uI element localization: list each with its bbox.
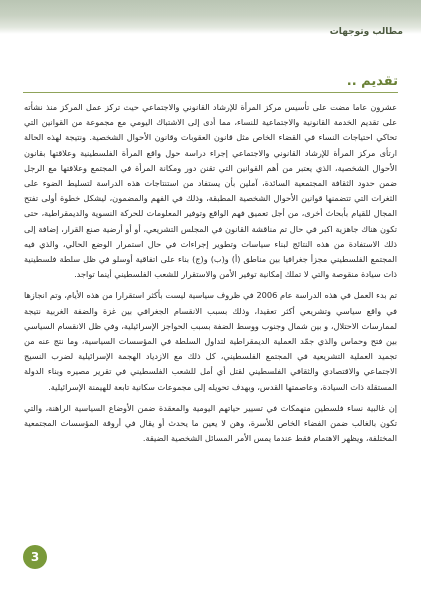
paragraph-1: عشرون عاما مضت على تأسيس مركز المرأة للإرشاد القانوني والاجتماعي حيث تركز عمل المركز منذ نشأته على تقديم الخدمة القانونية والاجتماعية للنساء، مما أدى إلى الاشتباك اليومي مع مجموعة من القوانين التي تحاكي احتياجات النساء في القضاء الخاص مثل قانون العقوبات وقانون الأحوال الشخصية. ونتيجة لهذه الحالة ارتأى مركز المرأة للإرشاد القانوني والاجتماعي إجراء دراسة حول واقع المرأة الفلسطينية وعلاقتها بقانون الأحوال الشخصية، الذي يعتبر من أهم القوانين التي تقنن دور ومكانة المرأة في المجتمع وعلاقتها مع الرجل ضمن حدود الثقافة المجتمعية السائدة، آملين بأن يستفاد من استنتاجات هذه الدراسة لتسليط الضوء على الثغرات التي تتضمنها قوانين الأحوال الشخصية المطبقة، وذلك في الفهم والمضمون، ليشكل خطوة أولى تفتح المجال للقيام بأبحاث أخرى، من أجل تعميق فهم الواقع وتوفير المعلومات للحركة النسوية والديمقراطية، حتى تكون هناك جاهزية اكبر في حال تم مناقشة القانون في المجلس التشريعي، أو أو أرضية صنع القرار، إضافة إلى ذلك الاستفادة من هذه النتائج لبناء سياسات وتطوير إجراءات في حال استمرار الوضع الحالي، والذي فيه المجتمع الفلسطيني مجزأ جغرافيا بين مناطق (أ) و(ب) و(ج) بناء على اتفاقية أوسلو في ظل سلطة فلسطينية ذات سيادة منقوصة والتي لا تملك إمكانية توفير الأمن والاستقرار للشعب الفلسطيني أينما تواجد. (24, 102, 397, 280)
paragraph-2: تم بدء العمل في هذه الدراسة عام 2006 في ظروف سياسية ليست بأكثر استقرارا من هذه الأيام، وتم انجازها في واقع سياسي وتشريعي أكثر تعقيدا، وذلك بسبب الانقسام الجغرافي بين غزة والضفة الغربية نتيجة لممارسات الاحتلال، و بين شمال وجنوب ووسط الضفة بسبب الحواجز الإسرائيلية، وفي ظل الانقسام السياسي بين فتح وحماس والذي جمّد العملية الديمقراطية لتداول السلطة في المؤسسات السياسية، وما نتج عنه من تجميد العملية التشريعية في المجتمع الفلسطيني، كل ذلك مع الازدياد الهجمة الإسرائيلية لضرب النسيج الاجتماعي والاقتصادي والثقافي الفلسطيني لقتل أي أمل للشعب الفلسطيني في تقرير مصيره وبناء الدولة المستقلة ذات السيادة، وعاصمتها القدس، وبهدف تحويله إلى مجموعات سكانية تابعة للهيمنة الإسرائيلية. (24, 290, 397, 392)
paragraph-3: إن غالبية نساء فلسطين منهمكات في تسيير حياتهم اليومية والمعقدة ضمن الأوضاع السياسية الراهنة، والتي تكون بالغالب ضمن الفضاء الخاص للأسرة، وهن لا يعين ما يحدث أو يقال في أروقة المؤسسات المجتمعية المختلفة، ويظهر الاهتمام فقط عندما يمس الأمر المسائل الشخصية الضيقة. (24, 402, 397, 444)
title-divider (23, 92, 398, 93)
page-number-badge: 3 (23, 545, 47, 569)
section-title: تقديم .. (346, 74, 398, 89)
body-text (24, 100, 397, 452)
header-label: مطالب وتوجهات (329, 27, 403, 37)
